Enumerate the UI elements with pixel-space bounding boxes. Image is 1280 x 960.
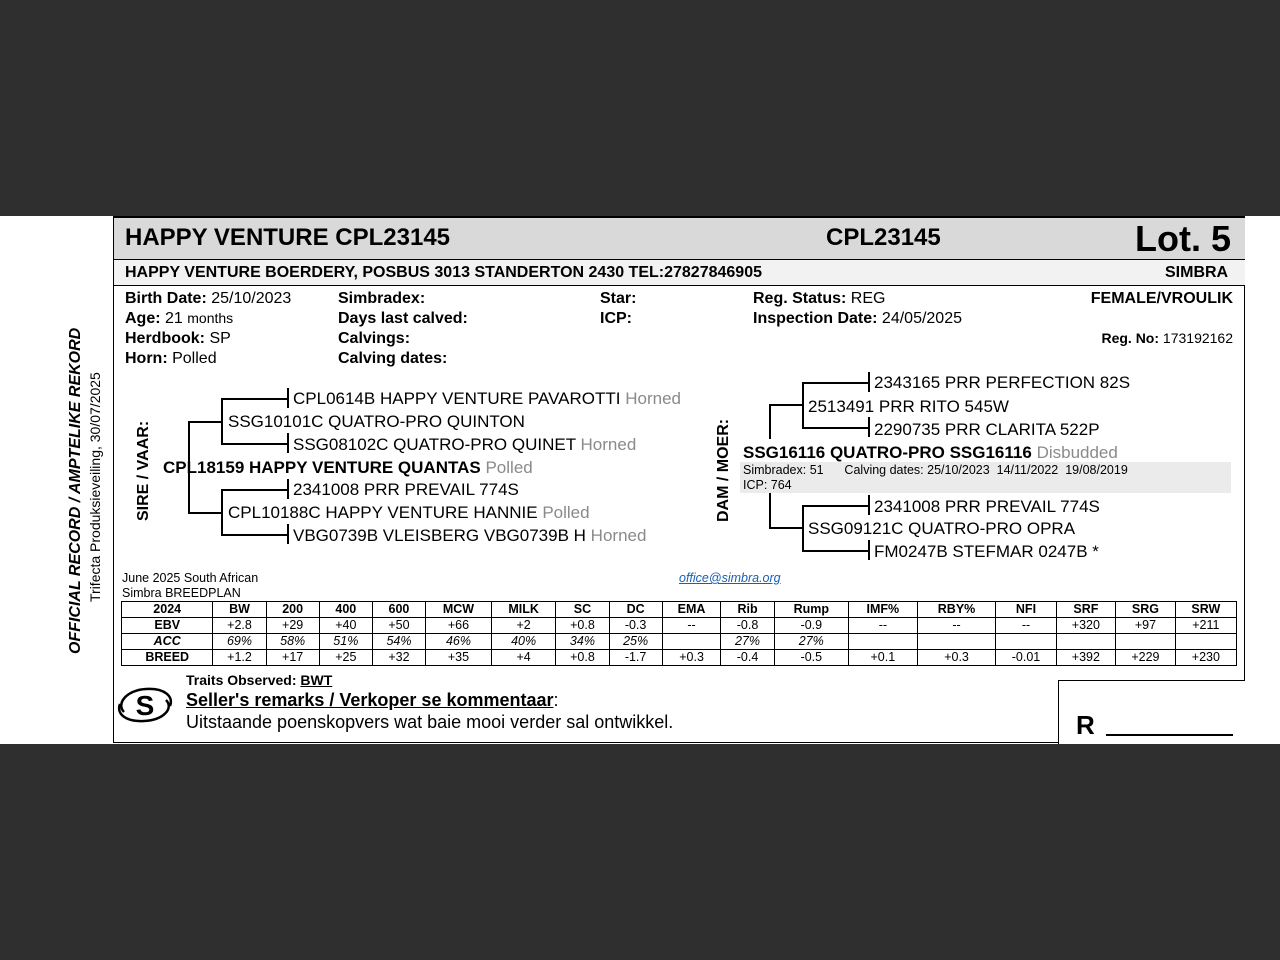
age: Age: 21 months — [125, 310, 234, 327]
sire-dam-sire: 2341008 PRR PREVAIL 774S — [293, 480, 519, 499]
dam-sire-dam: 2290735 PRR CLARITA 522P — [874, 420, 1100, 439]
icp-label: ICP: — [600, 310, 632, 327]
dam-dam-dam: FM0247B STEFMAR 0247B * — [874, 542, 1099, 561]
ebv-table — [121, 601, 1237, 666]
ebv-cell: SRW — [1175, 602, 1236, 618]
price-label: R — [1076, 710, 1095, 740]
ebv-cell: +0.3 — [917, 650, 996, 666]
breed-avg-row — [122, 650, 1237, 666]
sire-sire: SSG10101C QUATRO-PRO QUINTON — [228, 412, 525, 431]
ebv-cell: +230 — [1175, 650, 1236, 666]
ebv-cell: +392 — [1056, 650, 1116, 666]
ebv-cell: RBY% — [917, 602, 996, 618]
ebv-row-label: EBV — [122, 618, 213, 634]
ebv-cell: +4 — [491, 650, 555, 666]
dam-label: DAM / MOER: — [715, 418, 732, 522]
ebv-row-label: ACC — [122, 634, 213, 650]
ebv-cell: +2.8 — [213, 618, 266, 634]
ebv-cell: MCW — [426, 602, 492, 618]
remarks-title: Seller's remarks / Verkoper se kommentaar: — [186, 690, 559, 710]
calving-dates-label: Calving dates: — [338, 350, 448, 367]
ebv-cell: +0.3 — [662, 650, 721, 666]
ebv-cell: -- — [662, 618, 721, 634]
dam-dam: SSG09121C QUATRO-PRO OPRA — [808, 519, 1076, 538]
ebv-cell: 54% — [372, 634, 425, 650]
sire-name: CPL18159 HAPPY VENTURE QUANTAS Polled — [163, 458, 533, 477]
ebv-cell: 27% — [721, 634, 774, 650]
ebv-cell: +229 — [1116, 650, 1176, 666]
ebv-cell — [849, 634, 918, 650]
ebv-row-label: BREED — [122, 650, 213, 666]
ebv-cell: SRF — [1056, 602, 1116, 618]
ebv-cell: DC — [609, 602, 662, 618]
ebv-cell — [917, 634, 996, 650]
simbradex-label: Simbradex: — [338, 290, 426, 307]
sex: FEMALE/VROULIK — [1090, 290, 1233, 307]
ebv-cell — [662, 634, 721, 650]
ebv-cell: +2 — [491, 618, 555, 634]
registration-number: Reg. No: 173192162 — [1101, 330, 1233, 346]
birth-date: Birth Date: 25/10/2023 — [125, 290, 292, 307]
days-last-calved-label: Days last calved: — [338, 310, 468, 327]
herdbook: Herdbook: SP — [125, 330, 231, 347]
ebv-cell: SRG — [1116, 602, 1176, 618]
breedplan-email-link[interactable]: office@simbra.org — [679, 571, 781, 585]
ebv-cell: +1.2 — [213, 650, 266, 666]
ebv-cell: 34% — [556, 634, 609, 650]
ebv-cell: +211 — [1175, 618, 1236, 634]
sire-sire-dam: SSG08102C QUATRO-PRO QUINET Horned — [293, 435, 637, 454]
ebv-cell: +40 — [319, 618, 372, 634]
lot-number: Lot. 5 — [1135, 218, 1231, 259]
ebv-cell: 46% — [426, 634, 492, 650]
breed-name: SIMBRA — [1165, 264, 1229, 281]
dam-sire-sire: 2343165 PRR PERFECTION 82S — [874, 373, 1131, 392]
svg-text:S: S — [135, 690, 155, 721]
dam-name: SSG16116 QUATRO-PRO SSG16116 Disbudded — [743, 443, 1118, 462]
ebv-row — [122, 618, 1237, 634]
animal-code: CPL23145 — [826, 224, 941, 251]
ebv-cell: Rib — [721, 602, 774, 618]
simbra-logo — [114, 682, 176, 728]
star-label: Star: — [600, 290, 637, 307]
ebv-cell: BW — [213, 602, 266, 618]
ebv-cell: EMA — [662, 602, 721, 618]
sire-label: SIRE / VAAR: — [135, 420, 152, 521]
ebv-cell: MILK — [491, 602, 555, 618]
official-record-label: OFFICIAL RECORD / AMPTELIKE REKORD — [67, 327, 84, 654]
breeder-info: HAPPY VENTURE BOERDERY, POSBUS 3013 STANDERTON 2430 TEL:27827846905 — [125, 264, 762, 281]
ebv-cell — [996, 634, 1056, 650]
ebv-cell: -0.01 — [996, 650, 1056, 666]
price-field[interactable] — [1106, 734, 1233, 736]
ebv-cell: +97 — [1116, 618, 1176, 634]
dam-icp: ICP: 764 — [743, 478, 792, 492]
ebv-cell: -0.5 — [774, 650, 848, 666]
ebv-cell: +32 — [372, 650, 425, 666]
ebv-cell: -0.4 — [721, 650, 774, 666]
acc-row — [122, 634, 1237, 650]
ebv-cell: +66 — [426, 618, 492, 634]
ebv-cell: -0.3 — [609, 618, 662, 634]
sire-dam-dam: VBG0739B VLEISBERG VBG0739B H Horned — [293, 526, 647, 545]
ebv-cell: NFI — [996, 602, 1056, 618]
ebv-cell: +35 — [426, 650, 492, 666]
sire-sire-sire: CPL0614B HAPPY VENTURE PAVAROTTI Horned — [293, 389, 682, 408]
ebv-cell: -- — [849, 618, 918, 634]
ebv-cell: +29 — [266, 618, 319, 634]
ebv-header-row — [122, 602, 1237, 618]
ebv-cell: -0.8 — [721, 618, 774, 634]
sire-dam: CPL10188C HAPPY VENTURE HANNIE Polled — [228, 503, 590, 522]
ebv-cell: 400 — [319, 602, 372, 618]
ebv-cell: IMF% — [849, 602, 918, 618]
ebv-cell: +0.1 — [849, 650, 918, 666]
breedplan-line1: June 2025 South African — [122, 571, 259, 585]
ebv-cell: 25% — [609, 634, 662, 650]
ebv-cell: +50 — [372, 618, 425, 634]
ebv-cell: +320 — [1056, 618, 1116, 634]
remarks-text: Uitstaande poenskopvers wat baie mooi verder sal ontwikkel. — [186, 712, 674, 732]
ebv-cell: +0.8 — [556, 650, 609, 666]
ebv-cell: +17 — [266, 650, 319, 666]
ebv-cell: 51% — [319, 634, 372, 650]
ebv-cell: -1.7 — [609, 650, 662, 666]
ebv-cell: +25 — [319, 650, 372, 666]
ebv-cell: +0.8 — [556, 618, 609, 634]
animal-title: HAPPY VENTURE CPL23145 — [125, 224, 451, 251]
inspection-date: Inspection Date: 24/05/2025 — [753, 310, 962, 327]
sale-name: Trifecta Produksieveiling, 30/07/2025 — [87, 372, 103, 602]
ebv-cell: -0.9 — [774, 618, 848, 634]
ebv-cell: 40% — [491, 634, 555, 650]
ebv-cell — [1116, 634, 1176, 650]
catalogue-sheet — [0, 216, 1280, 744]
traits-observed: Traits Observed: BWT — [186, 672, 333, 688]
ebv-cell: 600 — [372, 602, 425, 618]
horn-status: Horn: Polled — [125, 350, 217, 367]
ebv-cell: 200 — [266, 602, 319, 618]
ebv-cell: -- — [996, 618, 1056, 634]
ebv-cell: 27% — [774, 634, 848, 650]
dam-simbradex-calving: Simbradex: 51 Calving dates: 25/10/2023 14/11/2022 19/08/2019 — [743, 463, 1128, 477]
ebv-cell: 69% — [213, 634, 266, 650]
ebv-cell: -- — [917, 618, 996, 634]
calvings-label: Calvings: — [338, 330, 411, 347]
dam-dam-sire: 2341008 PRR PREVAIL 774S — [874, 497, 1100, 516]
ebv-cell: Rump — [774, 602, 848, 618]
ebv-cell — [1175, 634, 1236, 650]
ebv-cell: SC — [556, 602, 609, 618]
ebv-row-label: 2024 — [122, 602, 213, 618]
ebv-cell — [1056, 634, 1116, 650]
ebv-cell: 58% — [266, 634, 319, 650]
reg-status: Reg. Status: REG — [753, 290, 886, 307]
breedplan-line2: Simbra BREEDPLAN — [122, 586, 241, 600]
dam-sire: 2513491 PRR RITO 545W — [808, 397, 1009, 416]
